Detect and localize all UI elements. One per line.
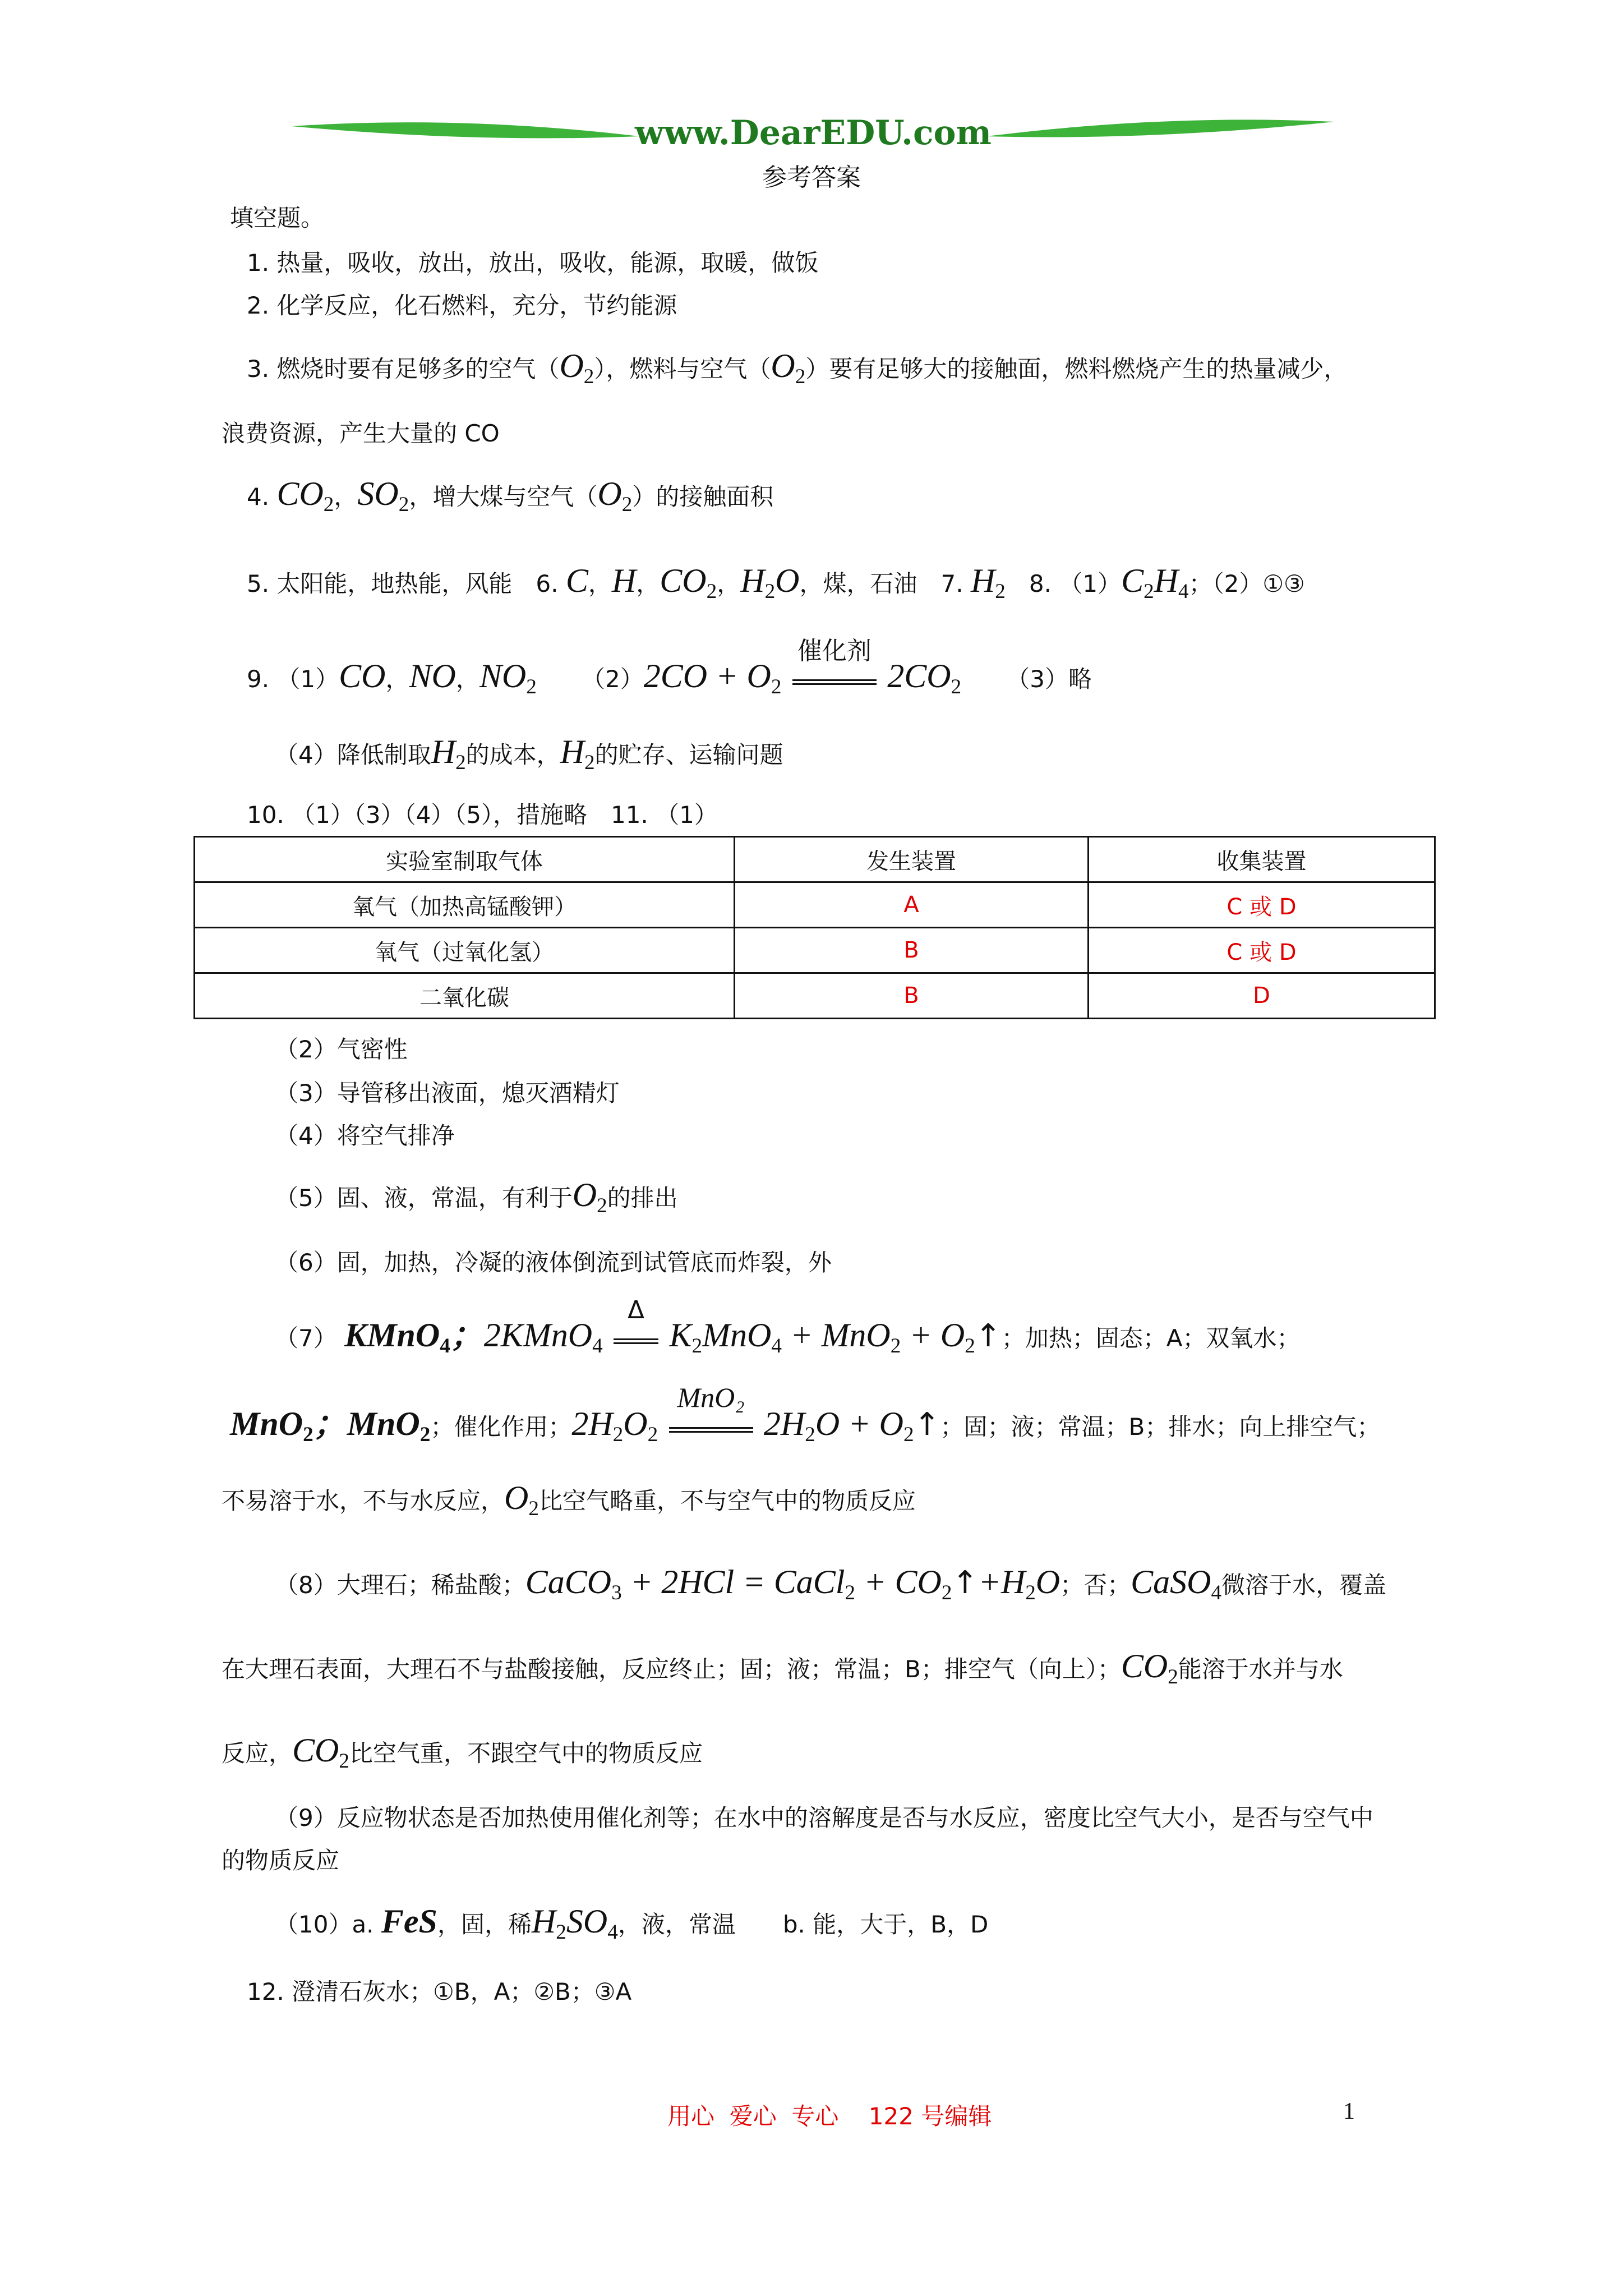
table-cell: D: [1089, 973, 1435, 1019]
section-fill-blank: 填空题。: [230, 204, 325, 232]
answer-11-7: （7） KMnO$_4$；2KMnO$_4$ Δ $K_2MnO_4 + MnO_2$ + $O_2↑$；加热；固态；A；双氧水；: [275, 1296, 1301, 1358]
answer-3: 3. 燃烧时要有足够多的空气$(O_2)$，燃料与空气$(O_2)$要有足够大的接触面，燃料燃烧产生的热量减少，: [247, 347, 1348, 389]
answer-11-7-cont: MnO$_2$；MnO$_2$；催化作用；$2H_2O_2$ MnO₂ $2H_2O$ + $O_2↑$；固；液；常温；B；排水；向上排空气；: [230, 1382, 1381, 1447]
answer-3-cont: 浪费资源，产生大量的 CO: [222, 420, 500, 447]
answer-11-8-end: 反应，$CO_2$比空气重，不跟空气中的物质反应: [222, 1732, 703, 1773]
answer-11-2: （2）气密性: [275, 1036, 408, 1063]
table-cell: B: [735, 928, 1089, 973]
answer-11-6: （6）固，加热，冷凝的液体倒流到试管底而炸裂，外: [275, 1249, 832, 1276]
page-number: 1: [1343, 2099, 1355, 2124]
table-cell: 氧气（加热高锰酸钾）: [195, 882, 735, 928]
answer-11-3: （3）导管移出液面，熄灭酒精灯: [275, 1079, 620, 1107]
table-header-cell: 实验室制取气体: [195, 837, 735, 882]
table-header-row: [195, 837, 1435, 882]
logo-text: www.DearEDU.com: [634, 113, 992, 153]
table-row: [195, 882, 1435, 928]
answer-table: [193, 836, 1436, 1019]
page-title: 参考答案: [762, 163, 861, 192]
answer-12: 12. 澄清石灰水；①B，A；②B；③A: [247, 1978, 632, 2005]
answer-11-9: （9）反应物状态是否加热使用催化剂等；在水中的溶解度是否与水反应，密度比空气大小，是否与空气中: [275, 1804, 1373, 1832]
table-cell: C 或 D: [1089, 928, 1435, 973]
answer-9-4: （4）降低制取$H_2$的成本，$H_2$的贮存、运输问题: [275, 733, 783, 775]
answer-5-8: 5. 太阳能，地热能，风能 6. C，H，$CO_2$，$H_2O$，煤，石油 7. $H_2$ 8. $(1)C_2H_4$；（2）①③: [247, 562, 1305, 604]
answer-4: 4. $CO_2$，$SO_2$，增大煤与空气$(O_2)$的接触面积: [247, 475, 774, 517]
answer-10-11: 10. （1）（3）（4）（5），措施略 11. （1）: [247, 801, 718, 829]
table-row: [195, 973, 1435, 1019]
answer-11-9-cont: 的物质反应: [222, 1847, 340, 1874]
table-header-cell: 发生装置: [735, 837, 1089, 882]
answer-11-8-cont: 在大理石表面，大理石不与盐酸接触，反应终止；固；液；常温；B；排空气（向上）；$CO_2$能溶于水并与水: [222, 1648, 1343, 1689]
answer-11-4: （4）将空气排净: [275, 1122, 455, 1149]
table-cell: A: [735, 882, 1089, 928]
table-header-cell: 收集装置: [1089, 837, 1435, 882]
table-cell: B: [735, 973, 1089, 1019]
footer-credit: 用心 爱心 专心 122 号编辑: [667, 2102, 992, 2130]
table-cell: C 或 D: [1089, 882, 1435, 928]
table-cell: 氧气（过氧化氢）: [195, 928, 735, 973]
answer-11-7-end: 不易溶于水，不与水反应，$O_2$比空气略重，不与空气中的物质反应: [222, 1479, 916, 1521]
answer-11-10: （10）a. FeS，固，稀$H_2SO_4$，液，常温 b. 能，大于，B，D: [275, 1903, 989, 1944]
table-row: [195, 928, 1435, 973]
banner-graphic: [292, 109, 1335, 160]
header-banner: [292, 109, 1335, 160]
answer-9: 9. （1）CO，NO，$NO_2$ $(2)2CO + O_2$ 催化剂 $2CO_2$ （3）略: [247, 637, 1092, 699]
answer-1: 1. 热量，吸收，放出，放出，吸收，能源，取暖，做饭: [247, 249, 819, 277]
answer-2: 2. 化学反应，化石燃料，充分，节约能源: [247, 292, 677, 319]
table-cell: 二氧化碳: [195, 973, 735, 1019]
answer-11-5: （5）固、液，常温，有利于$O_2$的排出: [275, 1176, 678, 1218]
answer-11-8: （8）大理石；稀盐酸；CaCO$_3$ + 2HCl = CaCl$_2$ + $CO_2↑+H_2O$；否；CaSO$_4$微溶于水，覆盖: [275, 1563, 1387, 1605]
